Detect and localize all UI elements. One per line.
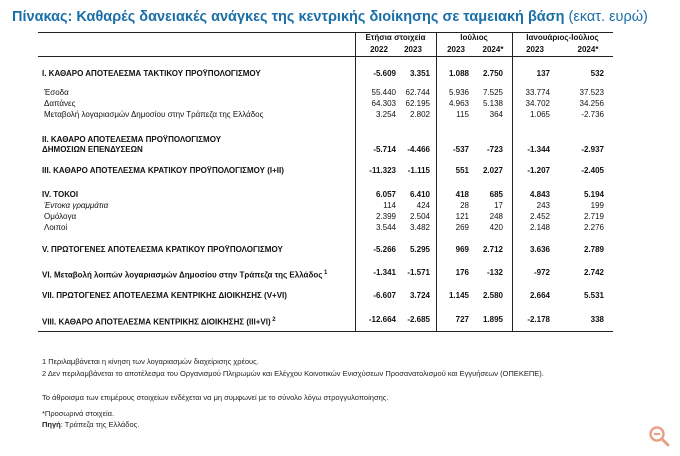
zoom-icon[interactable]: [648, 425, 670, 447]
table-cell: 6.410: [409, 190, 430, 199]
table-cell: 364: [489, 110, 503, 119]
table-cell: 969: [455, 245, 469, 254]
table-cell: 121: [455, 212, 469, 221]
table-cell: 1.895: [482, 315, 503, 324]
header-bottom-rule: [38, 56, 613, 57]
table-cell: 7.525: [482, 88, 503, 97]
table-cell: 4.963: [448, 99, 469, 108]
table-cell: -5.266: [373, 245, 396, 254]
table-cell: 5.531: [583, 291, 604, 300]
table-cell: -1.341: [373, 268, 396, 277]
table-cell: -723: [486, 145, 503, 154]
table-cell: 2.789: [583, 245, 604, 254]
table-cell: 3.482: [409, 223, 430, 232]
table-cell: -2.736: [581, 110, 604, 119]
footnote-1: 1 Περιλαμβάνεται η κίνηση των λογαριασμών διαχείρισης χρέους.: [42, 357, 259, 366]
row-label: VI. Μεταβολή λοιπών λογαριασμών Δημοσίου στην Τράπεζα της Ελλάδος $^1$: [42, 270, 328, 280]
row-label: VIII. ΚΑΘΑΡΟ ΑΠΟΤΕΛΕΣΜΑ ΚΕΝΤΡΙΚΗΣ ΔΙΟΙΚΗΣΗΣ (III+VI) $^2$: [42, 317, 276, 327]
table-cell: -11.323: [369, 166, 396, 175]
table-cell: 2.027: [482, 166, 503, 175]
table-cell: 199: [590, 201, 604, 210]
table-cell: 64.303: [371, 99, 396, 108]
header-year: 2024*: [577, 45, 599, 54]
header-year: 2022: [370, 45, 388, 54]
table-cell: 115: [456, 110, 469, 119]
table-cell: 3.636: [529, 245, 550, 254]
table-cell: 551: [455, 166, 469, 175]
table-cell: -2.405: [581, 166, 604, 175]
table-cell: 2.802: [409, 110, 430, 119]
table-cell: -6.607: [373, 291, 396, 300]
table-cell: 2.452: [529, 212, 550, 221]
table-cell: 418: [455, 190, 469, 199]
row-label: VII. ΠΡΩΤΟΓΕΝΕΣ ΑΠΟΤΕΛΕΣΜΑ ΚΕΝΤΡΙΚΗΣ ΔΙΟΙΚΗΣΗΣ (V+VI): [42, 291, 287, 300]
header-year: 2023: [447, 45, 465, 54]
header-year: 2024*: [482, 45, 504, 54]
table-cell: -537: [452, 145, 469, 154]
table-cell: 62.744: [405, 88, 430, 97]
table-cell: -972: [533, 268, 550, 277]
table-cell: 5.295: [409, 245, 430, 254]
table-cell: 3.254: [375, 110, 396, 119]
table-cell: 17: [494, 201, 503, 210]
table-cell: 420: [489, 223, 503, 232]
table-cell: 3.544: [375, 223, 396, 232]
table-cell: 2.399: [375, 212, 396, 221]
header-july: Ιούλιος: [460, 33, 488, 42]
table-cell: -4.466: [407, 145, 430, 154]
table-cell: 2.742: [583, 268, 604, 277]
table-cell: 3.351: [409, 69, 430, 78]
table-cell: -1.207: [527, 166, 550, 175]
table-cell: 137: [536, 69, 550, 78]
table-cell: -5.609: [373, 69, 396, 78]
table-cell: 5.194: [583, 190, 604, 199]
table-cell: 5.936: [448, 88, 469, 97]
table-cell: 28: [460, 201, 469, 210]
table-cell: 3.724: [409, 291, 430, 300]
table-cell: 2.148: [529, 223, 550, 232]
table-cell: 176: [455, 268, 469, 277]
header-year: 2023: [404, 45, 422, 54]
table-cell: 55.440: [371, 88, 396, 97]
row-label: Ομόλογα: [44, 212, 77, 221]
table-cell: 1.088: [448, 69, 469, 78]
table-cell: -12.664: [368, 315, 396, 324]
table-cell: -1.344: [527, 145, 550, 154]
table-cell: 532: [590, 69, 604, 78]
table-cell: 114: [383, 201, 396, 210]
table-cell: 37.523: [579, 88, 604, 97]
table-title: Πίνακας: Καθαρές δανειακές ανάγκες της κεντρικής διοίκησης σε ταμειακή βάση: [12, 9, 565, 25]
table-cell: 338: [590, 315, 604, 324]
table-cell: 1.145: [448, 291, 469, 300]
footnote-2: 2 Δεν περιλαμβάνεται το αποτέλεσμα του Οργανισμού Πληρωμών και Ελέγχου Κοινοτικών Ενισχύσεων Προσανατολισμού και Εγγυήσεων (ΟΠΕΚΕΠΕ).: [42, 369, 544, 378]
table-cell: -2.685: [407, 315, 430, 324]
row-label: IV. ΤΟΚΟΙ: [42, 190, 79, 199]
table-cell: -2.937: [581, 145, 604, 154]
table-cell: 2.712: [482, 245, 503, 254]
table-cell: 4.843: [529, 190, 550, 199]
table-cell: 243: [536, 201, 550, 210]
table-cell: 2.664: [529, 291, 550, 300]
table-bottom-rule: [38, 331, 613, 332]
table-cell: 269: [455, 223, 469, 232]
table-cell: 5.138: [482, 99, 503, 108]
row-label: Μεταβολή λογαριασμών Δημοσίου στην Τράπεζα της Ελλάδος: [44, 110, 264, 119]
row-label: Δαπάνες: [44, 99, 76, 108]
table-cell: 2.750: [482, 69, 503, 78]
table-cell: 248: [489, 212, 503, 221]
table-cell: 424: [416, 201, 430, 210]
header-annual: Ετήσια στοιχεία: [365, 33, 426, 42]
header-year: 2023: [526, 45, 544, 54]
table-cell: 34.256: [579, 99, 604, 108]
table-cell: 727: [455, 315, 469, 324]
page-title: [12, 9, 648, 25]
table-cell: 1.065: [529, 110, 550, 119]
source-note: [42, 420, 139, 429]
row-label: II. ΚΑΘΑΡΟ ΑΠΟΤΕΛΕΣΜΑ ΠΡΟΫΠΟΛΟΓΙΣΜΟΥ ΔΗΜΟΣΙΩΝ ΕΠΕΝΔΥΣΕΩΝ: [42, 135, 222, 154]
table-cell: 2.719: [583, 212, 604, 221]
table-cell: 62.195: [405, 99, 430, 108]
row-label: III. ΚΑΘΑΡΟ ΑΠΟΤΕΛΕΣΜΑ ΚΡΑΤΙΚΟΥ ΠΡΟΫΠΟΛΟΓΙΣΜΟΥ (I+II): [42, 166, 284, 175]
header-jan-jul: Ιανουάριος-Ιούλιος: [526, 33, 599, 42]
table-cell: 2.580: [482, 291, 503, 300]
table-cell: 33.774: [525, 88, 550, 97]
row-label: Λοιποί: [44, 223, 68, 232]
rounding-note: Το άθροισμα των επιμέρους στοιχείων ενδέχεται να μη συμφωνεί με το σύνολο λόγω στρογγυλοποίησης.: [42, 393, 389, 402]
unit-label: (εκατ. ευρώ): [568, 9, 648, 25]
table-cell: -132: [486, 268, 503, 277]
table-cell: -5.714: [373, 145, 396, 154]
row-label: Έσοδα: [44, 88, 69, 97]
table-cell: 34.702: [525, 99, 550, 108]
table-cell: -1.115: [407, 166, 430, 175]
table-cell: -1.571: [407, 268, 430, 277]
row-label: V. ΠΡΩΤΟΓΕΝΕΣ ΑΠΟΤΕΛΕΣΜΑ ΚΡΑΤΙΚΟΥ ΠΡΟΫΠΟΛΟΓΙΣΜΟΥ: [42, 245, 283, 254]
row-label: I. ΚΑΘΑΡΟ ΑΠΟΤΕΛΕΣΜΑ ΤΑΚΤΙΚΟΥ ΠΡΟΫΠΟΛΟΓΙΣΜΟΥ: [42, 69, 261, 78]
table-cell: 2.504: [409, 212, 430, 221]
table-cell: -2.178: [527, 315, 550, 324]
row-label: Έντοκα γραμμάτια: [44, 201, 109, 210]
source-label: Πηγή: [42, 420, 61, 429]
table-cell: 685: [489, 190, 503, 199]
table-cell: 2.276: [583, 223, 604, 232]
provisional-note: *Προσωρινά στοιχεία.: [42, 409, 115, 418]
table-cell: 6.057: [375, 190, 396, 199]
source-text: : Τράπεζα της Ελλάδος.: [60, 420, 140, 429]
